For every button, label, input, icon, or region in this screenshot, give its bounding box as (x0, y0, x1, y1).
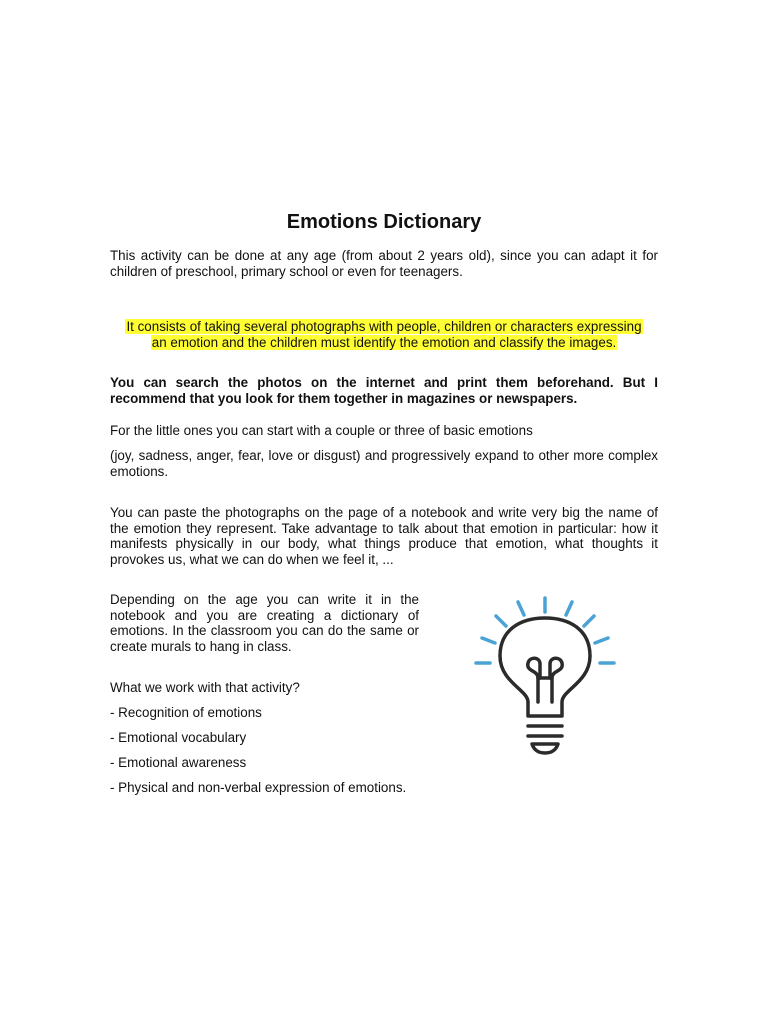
basic-emotions-paragraph: (joy, sadness, anger, fear, love or disgust) and progressively expand to other more complex emotions. (110, 448, 658, 479)
list-item: - Emotional awareness (110, 755, 247, 771)
bulb-outline (500, 618, 590, 753)
highlight-line-1: It consists of taking several photographs with people, children or characters expressing (126, 319, 642, 334)
page-title: Emotions Dictionary (286, 211, 482, 233)
list-item: - Physical and non-verbal expression of emotions. (110, 780, 407, 796)
depending-paragraph: Depending on the age you can write it in the notebook and you are creating a dictionary of emotions. In the classroom you can do the same or create murals to hang in class. (110, 592, 419, 654)
lightbulb-icon (470, 590, 620, 760)
bold-paragraph: You can search the photos on the internet and print them beforehand. But I recommend that you look for them together in magazines or newspapers. (110, 375, 658, 406)
little-ones-paragraph: For the little ones you can start with a couple or three of basic emotions (110, 423, 533, 438)
bulb-rays (476, 598, 614, 663)
list-item: - Recognition of emotions (110, 705, 262, 720)
what-we-work-heading: What we work with that activity? (110, 680, 300, 695)
benefits-list (110, 705, 406, 805)
intro-paragraph: This activity can be done at any age (from about 2 years old), since you can adapt it for children of preschool, primary school or even for teenagers. (110, 248, 658, 279)
list-item: - Emotional vocabulary (110, 730, 247, 746)
paste-paragraph: You can paste the photographs on the page of a notebook and write very big the name of the emotion they represent. Take advantage to talk about that emotion in particular: how it manifests physically in our body, what things produce that emotion, what thoughts it provokes us, what we can do when we feel it, ... (110, 505, 658, 567)
highlight-line-2: an emotion and the children must identify the emotion and classify the images. (151, 334, 617, 350)
highlighted-paragraph (108, 319, 660, 350)
